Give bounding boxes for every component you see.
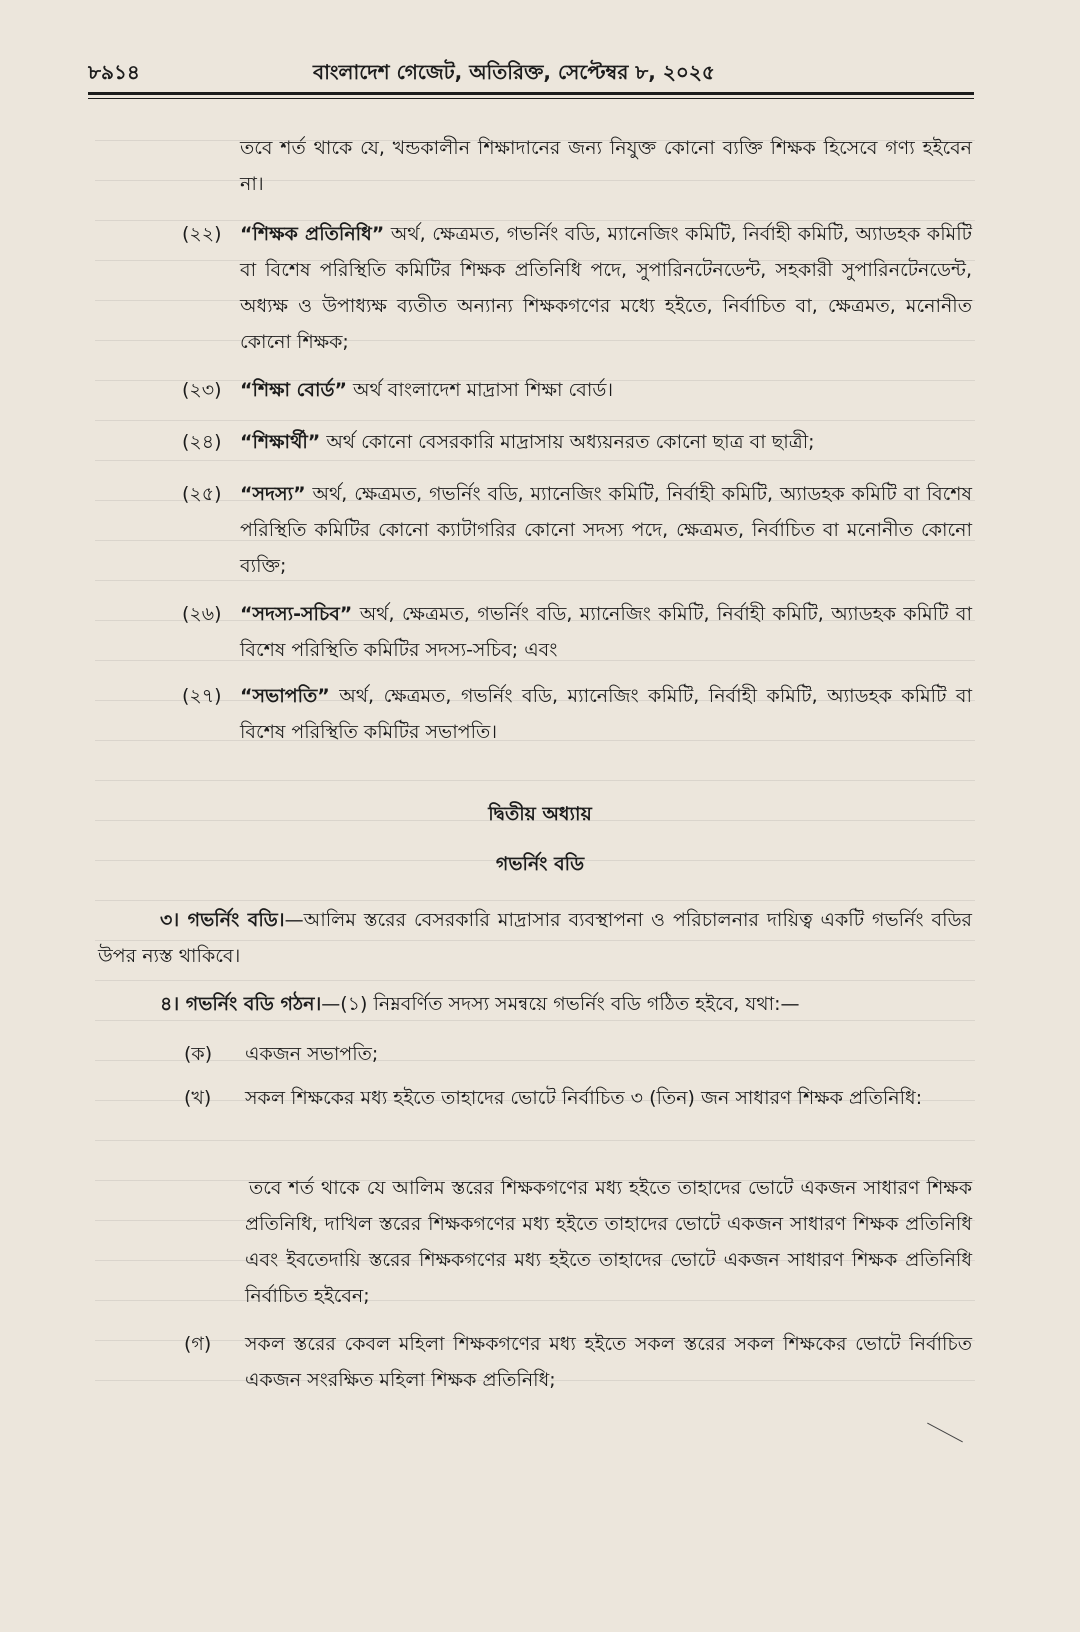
chapter-subtitle: গভর্নিং বডি [495,853,585,875]
definition-number: (২৭) [182,685,222,707]
definition-item [240,596,972,668]
definition-number: (২২) [182,223,222,245]
definition-text: অর্থ, ক্ষেত্রমত, গভর্নিং বডি, ম্যানেজিং কমিটি, নির্বাহী কমিটি, অ্যাডহক কমিটি বা বিশেষ পরিস্থিতি কমিটির সভাপতি। [240,685,972,743]
page-header [88,58,974,88]
definition-term: “শিক্ষার্থী” [240,431,321,453]
section-4 [160,986,972,1022]
definition-term: “শিক্ষা বোর্ড” [240,379,347,401]
definition-number: (২৫) [182,483,222,505]
section-heading: ৩। গভর্নিং বডি। [160,909,285,931]
header-rule-thick [88,92,974,95]
definition-item [240,678,972,750]
pen-mark [927,1423,963,1443]
clause-number: (খ) [184,1087,212,1109]
gazette-title: বাংলাদেশ গেজেট, অতিরিক্ত, সেপ্টেম্বর ৮, ২০২৫ [313,60,715,84]
clause-number: (ক) [184,1043,213,1065]
definition-number: (২৬) [182,603,222,625]
clause-text: সকল স্তরের কেবল মহিলা শিক্ষকগণের মধ্য হইতে সকল স্তরের সকল শিক্ষকের ভোটে নির্বাচিত একজন সংরক্ষিত মহিলা শিক্ষক প্রতিনিধি; [245,1333,972,1391]
definition-text: অর্থ, ক্ষেত্রমত, গভর্নিং বডি, ম্যানেজিং কমিটি, নির্বাহী কমিটি, অ্যাডহক কমিটি বা বিশেষ পরিস্থিতি কমিটির শিক্ষক প্রতিনিধি পদে, সুপারিনটেনডেন্ট, সহকারী সুপারিনটেনডেন্ট, অধ্যক্ষ ও উপাধ্যক্ষ ব্যতীত অন্যান্য শিক্ষকগণের মধ্যে হইতে, নির্বাচিত বা, ক্ষেত্রমত, মনোনীত কোনো শিক্ষক; [240,223,972,353]
definition-item [240,216,972,360]
definition-item [240,424,972,460]
clause-number: (গ) [184,1333,212,1355]
definition-item [240,372,972,408]
proviso-kha: তবে শর্ত থাকে যে আলিম স্তরের শিক্ষকগণের মধ্য হইতে তাহাদের ভোটে একজন সাধারণ শিক্ষক প্রতিনিধি, দাখিল স্তরের শিক্ষকগণের মধ্য হইতে তাহাদের ভোটে একজন সাধারণ শিক্ষক প্রতিনিধি এবং ইবতেদায়ি স্তরের শিক্ষকগণের মধ্য হইতে তাহাদের ভোটে একজন সাধারণ শিক্ষক প্রতিনিধি নির্বাচিত হইবেন; [245,1177,972,1307]
definition-text: অর্থ কোনো বেসরকারি মাদ্রাসায় অধ্যয়নরত কোনো ছাত্র বা ছাত্রী; [320,431,815,453]
definition-text: অর্থ বাংলাদেশ মাদ্রাসা শিক্ষা বোর্ড। [346,379,614,401]
definition-item [240,476,972,584]
definition-term: “সভাপতি” [240,685,330,707]
definition-term: “সদস্য” [240,483,306,505]
definition-term: “শিক্ষক প্রতিনিধি” [240,223,385,245]
clause-text: সকল শিক্ষকের মধ্য হইতে তাহাদের ভোটে নির্বাচিত ৩ (তিন) জন সাধারণ শিক্ষক প্রতিনিধি: [245,1087,923,1109]
header-rule-thin [88,98,974,99]
chapter-title: দ্বিতীয় অধ্যায় [488,803,592,825]
section-heading: ৪। গভর্নিং বডি গঠন। [160,993,322,1015]
section-3 [98,902,972,974]
section-text: —(১) নিম্নবর্ণিত সদস্য সমন্বয়ে গভর্নিং বডি গঠিত হইবে, যথা:— [321,993,800,1015]
definition-text: অর্থ, ক্ষেত্রমত, গভর্নিং বডি, ম্যানেজিং কমিটি, নির্বাহী কমিটি, অ্যাডহক কমিটি বা বিশেষ পরিস্থিতি কমিটির সদস্য-সচিব; এবং [240,603,972,661]
section-text: —আলিম স্তরের বেসরকারি মাদ্রাসার ব্যবস্থাপনা ও পরিচালনার দায়িত্ব একটি গভর্নিং বডির উপর ন্যস্ত থাকিবে। [98,909,973,967]
definition-term: “সদস্য-সচিব” [240,603,353,625]
definition-number: (২৩) [182,379,222,401]
clause-text: একজন সভাপতি; [245,1043,379,1065]
page-number: ৮৯১৪ [88,60,140,84]
definition-text: অর্থ, ক্ষেত্রমত, গভর্নিং বডি, ম্যানেজিং কমিটি, নির্বাহী কমিটি, অ্যাডহক কমিটি বা বিশেষ পরিস্থিতি কমিটির কোনো ক্যাটাগরির কোনো সদস্য পদে, ক্ষেত্রমত, নির্বাচিত বা মনোনীত কোনো ব্যক্তি; [240,483,972,577]
definition-number: (২৪) [182,431,222,453]
proviso-top: তবে শর্ত থাকে যে, খন্ডকালীন শিক্ষাদানের জন্য নিযুক্ত কোনো ব্যক্তি শিক্ষক হিসেবে গণ্য হইবেন না। [240,137,972,195]
